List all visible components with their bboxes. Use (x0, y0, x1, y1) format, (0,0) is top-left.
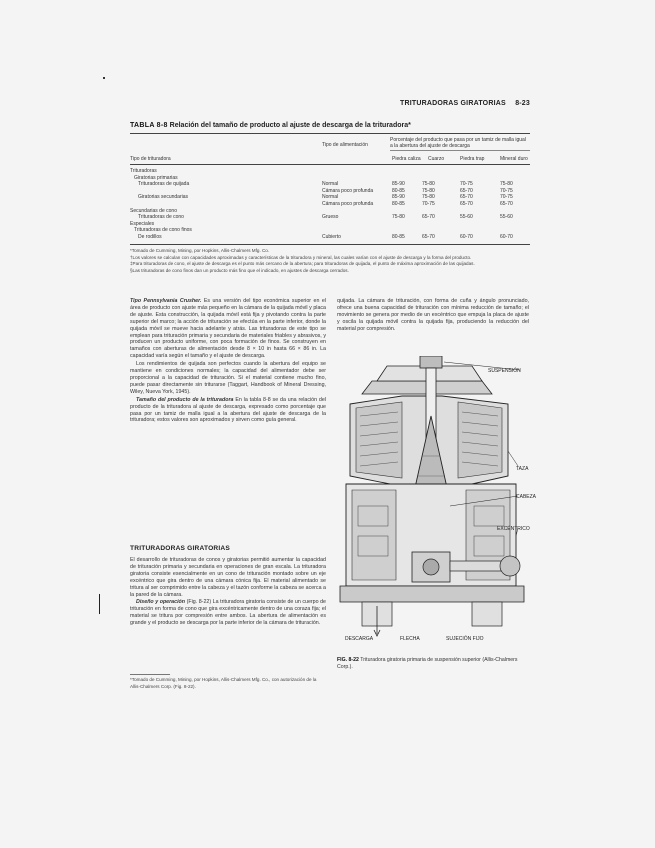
table-top-rule (130, 133, 530, 134)
right-column-top (337, 298, 529, 334)
running-header-title: TRITURADORAS GIRATORIAS (400, 100, 506, 107)
table-row: Trituradoras (130, 168, 157, 174)
table-row: Trituradoras de quijada Normal 85-90 75-80 70-75 75-80 (138, 181, 513, 188)
table-footnote: ‡Para trituradoras de cono, el ajuste de descarga es el punto más cercano de la abertura; para trituradoras de quijada, el punto de máxima aproximación de las quijadas. (130, 261, 475, 266)
label-sujecion: SUJECIÓN FIJO (446, 636, 484, 642)
running-header (400, 100, 530, 110)
table-col-type-header: Tipo de alimentación (322, 142, 368, 148)
table-footnote: †Los valores se calculan con capacidades aproximadas y características de la trituradora y mineral, las cuales varían con el ajuste de descarga y la forma del producto. (130, 254, 472, 260)
table-col-group-header: Porcentaje del producto que pasa por un tamiz de malla igual a la abertura del ajuste de descarga (390, 137, 526, 149)
footnote-rule (130, 674, 170, 675)
table-title (130, 122, 530, 129)
table-row: Giratorias secundarias Normal 85-90 75-80 65-70 70-75 (138, 194, 513, 201)
table-body (130, 168, 530, 241)
table-col-head: Cuarzo (428, 156, 445, 162)
page-number: 8-23 (515, 100, 530, 107)
label-flecha: FLECHA (400, 636, 420, 642)
table-bottom-rule (130, 244, 530, 245)
table-row: Cámara poco profunda 80-85 70-75 65-70 65-70 (322, 200, 513, 207)
table-row: Cámara poco profunda 80-85 75-80 65-70 70-75 (322, 187, 513, 194)
paragraph: Diseño y operación (Fig. 8-22) La trituradora giratoria consiste de un cuerpo de trituración en forma de cono que gira excéntricamente dentro de una coraza fija; el material se tritura por compresión entre ambos. La abertura de alimentación es grande y el producto se descarga por la parte inferior de la cámara de trituración. (130, 599, 326, 627)
paragraph: Tipo Pennsylvania Crusher. Es una versión del tipo económica superior en el área de producto con ajuste más pequeño en la cámara de la quijada móvil y placa de ajuste. Esta construcción, la quijada móvil está fija y pivotando contra la parte superior del marco; la acción de trituración se efectúa en la parte inferior, donde la quijada móvil se mueve hacia adelante y atrás. Las trituradoras de este tipo se emplean para trituración primaria y secundaria de materiales friables y abrasivos, y producen un producto uniforme, con poca formación de finos. Se construyen en tamaños con aberturas de alimentación desde 8 × 10 in hasta 66 × 86 in. La capacidad varía según el tamaño y el ajuste de descarga. (130, 298, 326, 360)
table-row: Giratorias primarias (134, 174, 178, 181)
table-footnote: *Tomado de Cumming, Mining, por Hopkins, Allis-Chalmers Mfg. Co. (130, 248, 270, 253)
paragraph: quijada. La cámara de trituración, con forma de cuña y ángulo pronunciado, ofrece una buena capacidad de trituración con mínima reducción de tamaño; el movimiento se genera por medio de un excéntrico que empuja la placa de ajuste y oscila la quijada móvil contra la quijada fija, produciendo la reducción del material por compresión. (337, 298, 529, 332)
label-cabeza: CABEZA (516, 494, 537, 500)
label-excentrico: EXCÉNTRICO (497, 526, 530, 532)
paragraph: El desarrollo de trituradoras de conos y giratorias permitió aumentar la capacidad de trituración primaria y secundaria en operaciones de gran escala. La trituradora giratoria consiste esencialmente en un cono de trituración montado sobre un eje excéntrico que gira dentro de una cámara cónica fija. El material alimentado se tritura al ser comprimido entre la cabeza y el tazón conforme la cabeza se acerca a la pared de la cámara. (130, 557, 326, 598)
table-group-rule (390, 150, 530, 151)
figure-caption-text: Trituradora giratoria primaria de suspensión superior (Allis-Chalmers Corp.). (337, 657, 518, 670)
table-caption: Relación del tamaño de producto al ajuste de descarga de la trituradora* (169, 122, 411, 129)
table-row: Secundarias de cono (130, 207, 177, 214)
table-row: Trituradoras de cono finos (134, 227, 192, 234)
figure-caption (337, 657, 529, 671)
table-col-head: Mineral duro (500, 156, 528, 162)
table-row: Trituradoras de cono Grueso 75-80 65-70 55-60 55-60 (138, 214, 513, 221)
table-col-head: Piedra trap (460, 156, 485, 162)
stray-mark (103, 77, 105, 79)
table-col-equipment-header: Tipo de trituradora (130, 156, 171, 162)
paragraph: Tamaño del producto de la trituradora En la tabla 8-8 se da una relación del producto de la trituradora al ajuste de descarga, expresado como porcentaje que pasa por un tamiz de malla igual a la abertura del ajuste de descarga de la trituradora; estos valores son aproximados y sirven como guía general. (130, 396, 326, 424)
left-column-top (130, 298, 326, 425)
left-column-bottom (130, 557, 326, 628)
suspension-cap (420, 356, 442, 368)
table-footnote: §Las trituradoras de cono finos dan un producto más fino que el indicado, en ajustes de descarga cerrados. (130, 267, 349, 273)
label-descarga: DESCARGA (345, 636, 374, 642)
label-taza: TAZA (516, 466, 529, 472)
margin-bar (99, 594, 100, 614)
base (340, 586, 524, 602)
section-heading: TRITURADORAS GIRATORIAS (130, 545, 230, 552)
gyratory-crusher-figure (332, 356, 532, 646)
table-row: De rodillos Cubierto 80-85 65-70 60-70 60-70 (138, 233, 513, 240)
table-header-rule (130, 164, 530, 165)
table-tag: TABLA 8-8 (130, 122, 168, 129)
figure-caption-tag: FIG. 8-22 (337, 657, 359, 663)
label-suspension: SUSPENSIÓN (488, 368, 521, 374)
table-col-head: Piedra caliza (392, 156, 421, 162)
table-footnotes (130, 248, 530, 274)
column-footnote: *Tomado de Cumming, Mining, por Hopkins, Allis-Chalmers Mfg. Co., con autorización de la Allis-Chalmers Corp. (Fig. 8-22). (130, 677, 317, 689)
table-row: Especiales (130, 220, 155, 227)
paragraph: Los rendimientos de quijada son perfectos cuando la abertura del equipo se mantiene en condiciones normales; la capacidad del alimentador debe ser proporcional a la capacidad de trituración. Si el material contiene mucho fino, puede pasar directamente sin triturarse (Taggart, Handbook of Mineral Dressing, Wiley, Nueva York, 1945). (130, 361, 326, 395)
